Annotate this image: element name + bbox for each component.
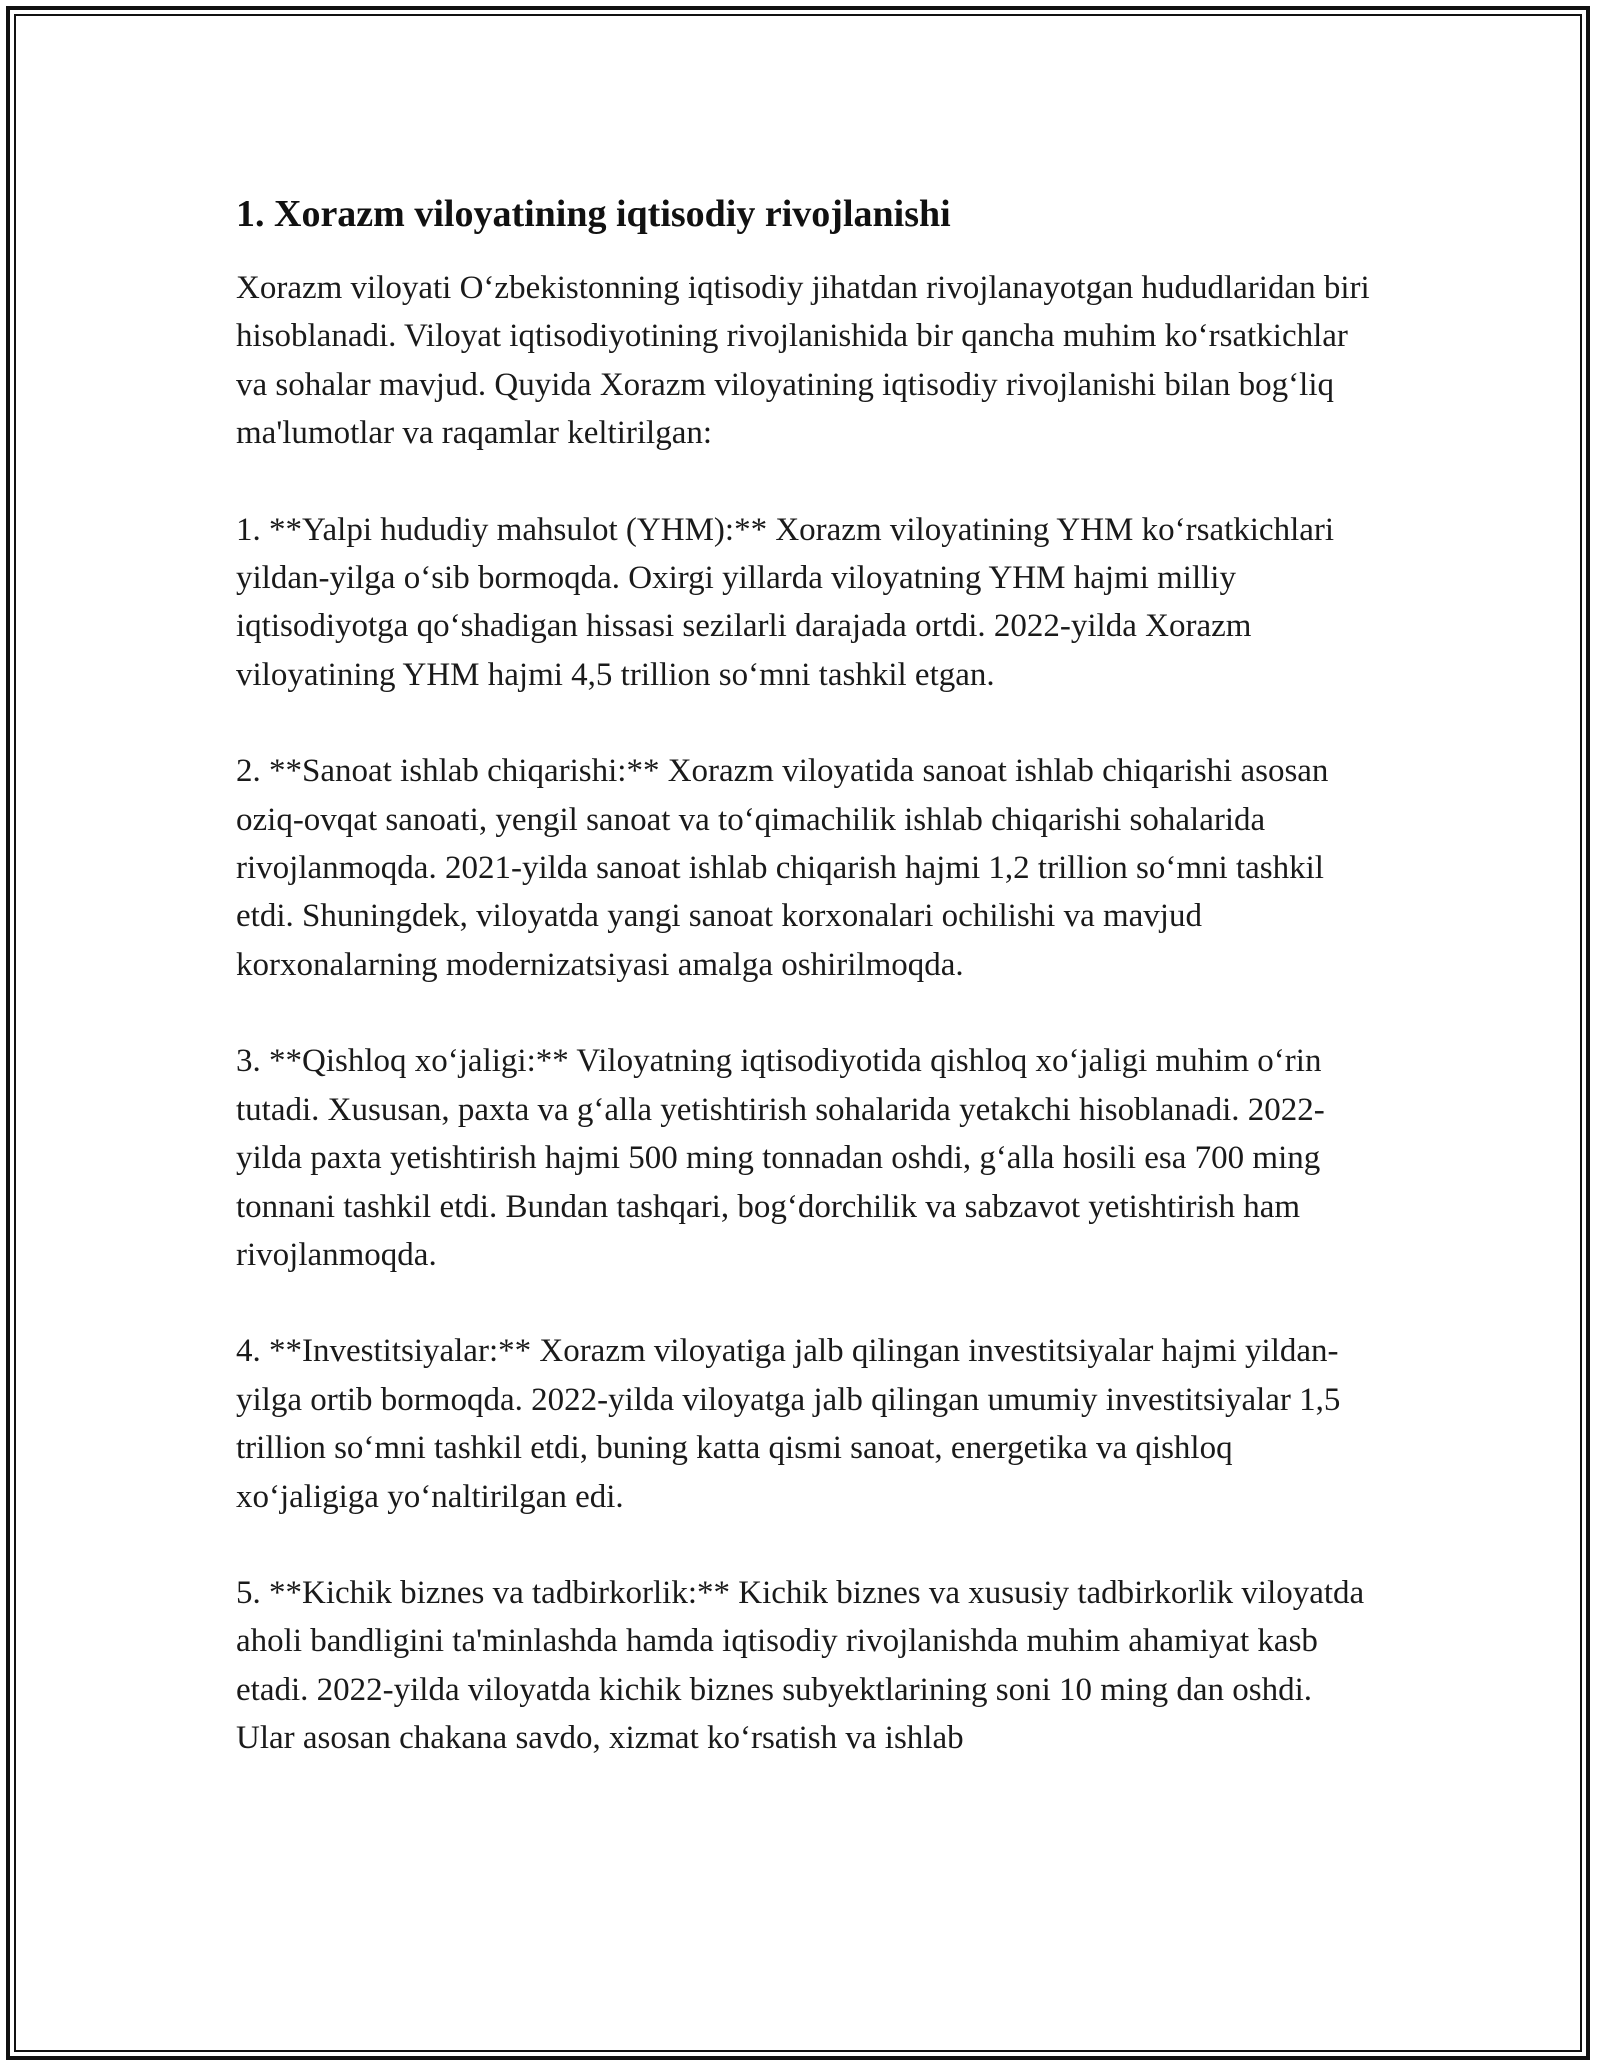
intro-paragraph: Xorazm viloyati O‘zbekistonning iqtisodiy jihatdan rivojlanayotgan hududlaridan biri hisoblanadi. Viloyat iqtisodiyotining rivojlanishida bir qancha muhim ko‘rsatkichlar va sohalar mavjud. Quyida Xorazm viloyatining iqtisodiy rivojlanishi bilan bog‘liq ma'lumotlar va raqamlar keltirilgan: <box>236 270 1370 452</box>
paragraph-investments: 4. **Investitsiyalar:** Xorazm viloyatiga jalb qilingan investitsiyalar hajmi yildan-yilga ortib bormoqda. 2022-yilda viloyatga jalb qilingan umumiy investitsiyalar 1,5 trillion so‘mni tashkil etdi, buning katta qismi sanoat, energetika va qishloq xo‘jaligiga yo‘naltirilgan edi. <box>236 1333 1341 1515</box>
document-title: 1. Xorazm viloyatining iqtisodiy rivojlanishi <box>236 193 951 235</box>
paragraph-gdp: 1. **Yalpi hududiy mahsulot (YHM):** Xorazm viloyatining YHM ko‘rsatkichlari yildan-yilga o‘sib bormoqda. Oxirgi yillarda viloyatning YHM hajmi milliy iqtisodiyotga qo‘shadigan hissasi sezilarli darajada ortdi. 2022-yilda Xorazm viloyatining YHM hajmi 4,5 trillion so‘mni tashkil etgan. <box>236 511 1335 693</box>
paragraph-industry: 2. **Sanoat ishlab chiqarishi:** Xorazm viloyatida sanoat ishlab chiqarishi asosan oziq-ovqat sanoati, yengil sanoat va to‘qimachilik ishlab chiqarishi sohalarida rivojlanmoqda. 2021-yilda sanoat ishlab chiqarish hajmi 1,2 trillion so‘mni tashkil etdi. Shuningdek, viloyatda yangi sanoat korxonalari ochilishi va mavjud korxonalarning modernizatsiyasi amalga oshirilmoqda. <box>236 753 1329 983</box>
paragraph-small-business: 5. **Kichik biznes va tadbirkorlik:** Kichik biznes va xususiy tadbirkorlik viloyatda aholi bandligini ta'minlashda hamda iqtisodiy rivojlanishda muhim ahamiyat kasb etadi. 2022-yilda viloyatda kichik biznes subyektlarining soni 10 ming dan oshdi. Ular asosan chakana savdo, xizmat ko‘rsatish va ishlab <box>236 1574 1365 1757</box>
document-body <box>236 190 1376 1811</box>
paragraph-agriculture: 3. **Qishloq xo‘jaligi:** Viloyatning iqtisodiyotida qishloq xo‘jaligi muhim o‘rin tutadi. Xususan, paxta va g‘alla yetishtirish sohalarida yetakchi hisoblanadi. 2022-yilda paxta yetishtirish hajmi 500 ming tonnadan oshdi, g‘alla hosili esa 700 ming tonnani tashkil etdi. Bundan tashqari, bog‘dorchilik va sabzavot yetishtirish ham rivojlanmoqda. <box>236 1043 1325 1273</box>
